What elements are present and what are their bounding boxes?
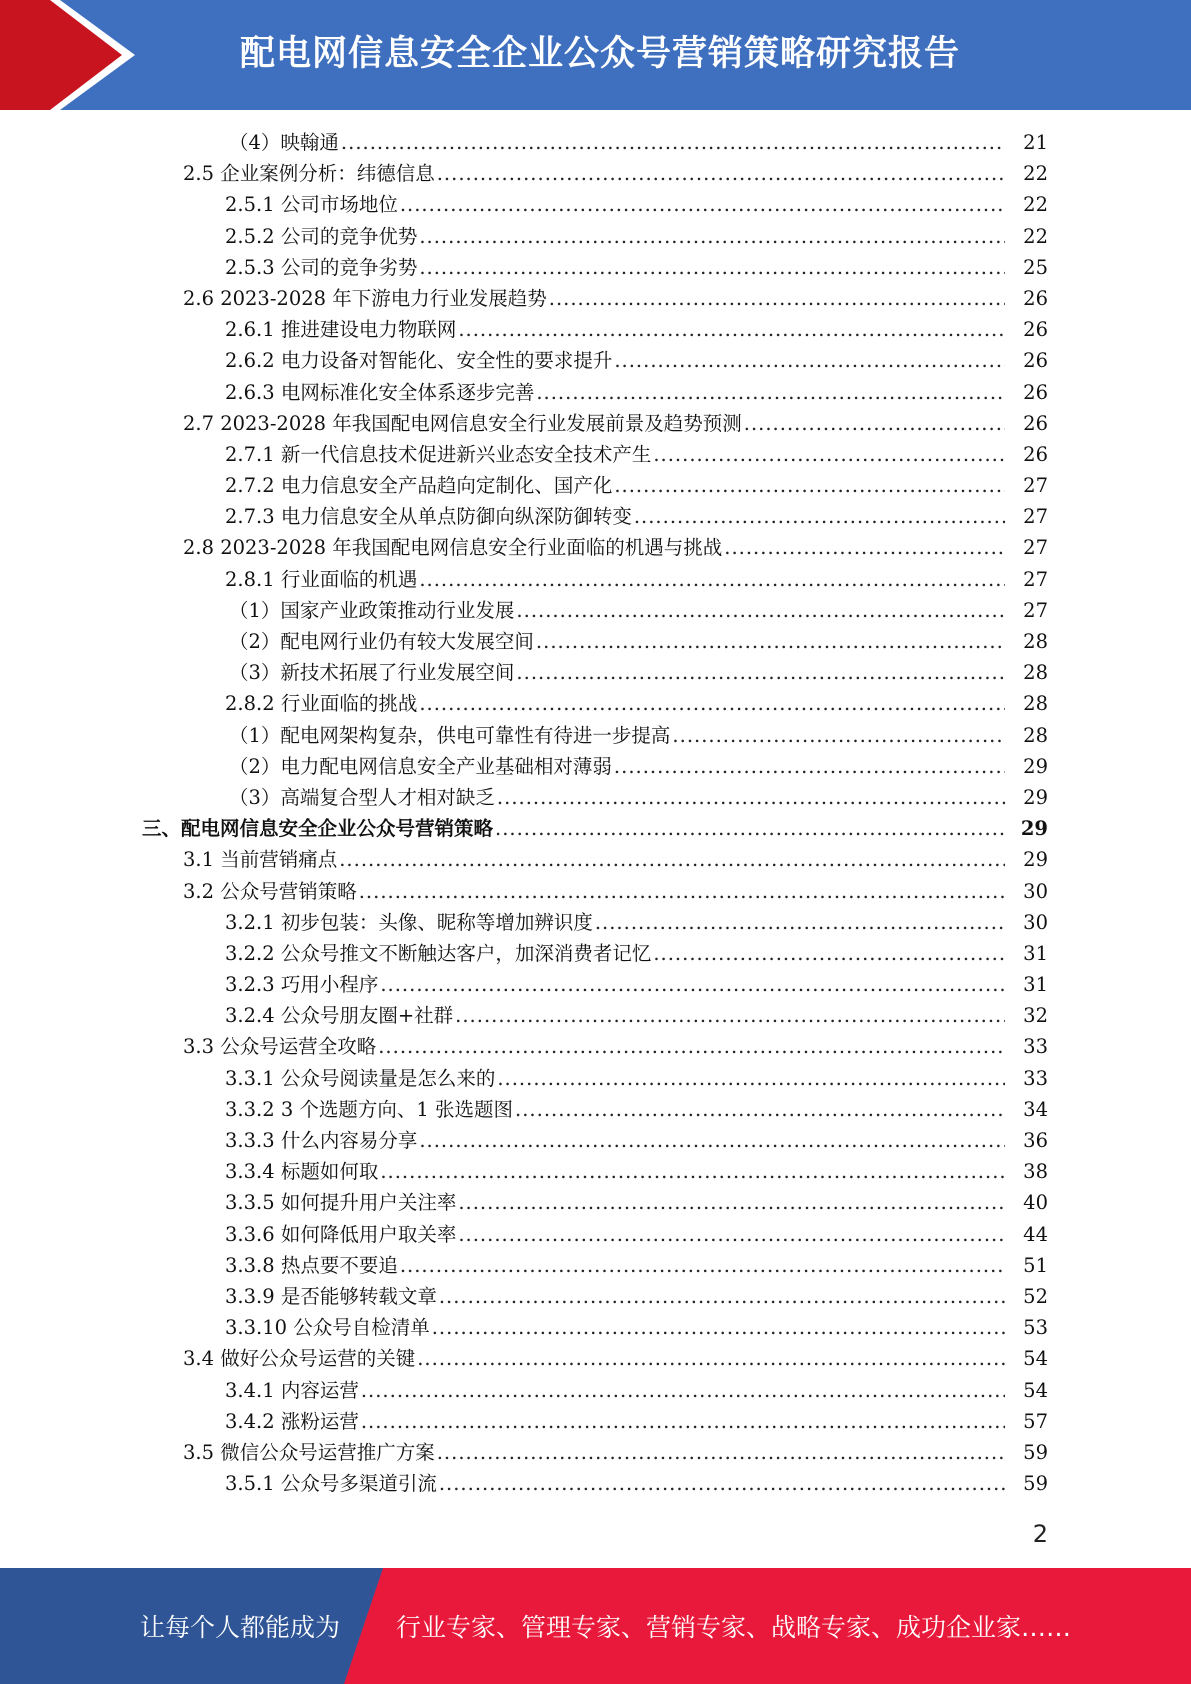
toc-entry[interactable] [0, 969, 1191, 1000]
toc-entry[interactable] [0, 1187, 1191, 1218]
toc-leader-dots [458, 1187, 1005, 1218]
toc-entry-title: 2.7 2023-2028 年我国配电网信息安全行业发展前景及趋势预测 [183, 411, 742, 435]
toc-entry-title: 3.4.1 内容运营 [225, 1378, 359, 1402]
toc-leader-dots [497, 1063, 1005, 1094]
toc-entry-title: 3.3.6 如何降低用户取关率 [225, 1222, 457, 1246]
toc-leader-dots [495, 813, 1005, 844]
toc-entry-title: 3.3.5 如何提升用户关注率 [225, 1191, 457, 1215]
toc-leader-dots [361, 1406, 1005, 1437]
toc-leader-dots [515, 1094, 1005, 1125]
toc-leader-dots [400, 1250, 1005, 1281]
toc-entry-title: 3.2 公众号营销策略 [183, 879, 357, 903]
toc-leader-dots [400, 189, 1005, 220]
toc-entry-title: 2.8.2 行业面临的挑战 [225, 692, 418, 716]
toc-entry[interactable] [0, 127, 1191, 158]
toc-entry-page: 21 [1023, 131, 1048, 154]
toc-leader-dots [653, 439, 1005, 470]
toc-leader-dots [419, 221, 1005, 252]
toc-entry-title: 3.2.2 公众号推文不断触达客户，加深消费者记忆 [225, 941, 652, 965]
toc-entry-page: 29 [1020, 817, 1048, 841]
toc-leader-dots [378, 1031, 1005, 1062]
toc-leader-dots [339, 844, 1005, 875]
toc-entry-page: 57 [1023, 1409, 1048, 1433]
toc-entry[interactable] [0, 751, 1191, 782]
toc-entry-title: 2.6.2 电力设备对智能化、安全性的要求提升 [225, 349, 613, 373]
toc-leader-dots [341, 127, 1005, 158]
toc-entry-title: （3）新技术拓展了行业发展空间 [229, 661, 515, 685]
toc-entry[interactable] [0, 1000, 1191, 1031]
toc-entry-page: 33 [1023, 1035, 1048, 1059]
toc-leader-dots [432, 1312, 1005, 1343]
toc-entry-title: 3.3 公众号运营全攻略 [183, 1035, 377, 1059]
toc-entry[interactable] [0, 314, 1191, 345]
toc-entry[interactable] [0, 377, 1191, 408]
toc-leader-dots [614, 345, 1005, 376]
toc-leader-dots [536, 626, 1005, 657]
toc-leader-dots [437, 1437, 1005, 1468]
toc-entry-page: 33 [1023, 1066, 1048, 1090]
toc-entry[interactable] [0, 1250, 1191, 1281]
toc-entry-page: 31 [1023, 941, 1048, 965]
toc-entry[interactable] [0, 907, 1191, 938]
toc-entry-title: （4）映翰通 [229, 131, 339, 154]
toc-entry-page: 52 [1023, 1284, 1048, 1308]
toc-leader-dots [614, 751, 1005, 782]
toc-entry-title: 3.2.1 初步包装：头像、昵称等增加辨识度 [225, 910, 593, 934]
toc-entry[interactable] [0, 813, 1191, 844]
toc-entry-page: 29 [1023, 848, 1048, 872]
toc-entry-title: 2.5 企业案例分析：纬德信息 [183, 162, 435, 186]
toc-entry[interactable] [0, 1125, 1191, 1156]
toc-entry-title: 3.4 做好公众号运营的关键 [183, 1347, 416, 1371]
toc-entry-page: 51 [1023, 1253, 1048, 1277]
toc-entry-page: 27 [1023, 505, 1048, 529]
toc-entry-page: 29 [1023, 785, 1048, 809]
toc-entry-title: 3.5.1 公众号多渠道引流 [225, 1472, 437, 1496]
toc-leader-dots [458, 1219, 1005, 1250]
toc-entry-page: 59 [1023, 1472, 1048, 1496]
toc-entry[interactable] [0, 1375, 1191, 1406]
footer-banner [0, 1568, 1191, 1684]
toc-entry[interactable] [0, 1312, 1191, 1343]
toc-entry-page: 32 [1023, 1004, 1048, 1028]
toc-entry-title: 2.7.1 新一代信息技术促进新兴业态安全技术产生 [225, 442, 652, 466]
toc-entry-title: 3.3.2 3 个选题方向、1 张选题图 [225, 1097, 514, 1121]
toc-entry-page: 26 [1023, 349, 1048, 373]
page-number: 2 [1032, 1520, 1048, 1548]
toc-leader-dots [439, 1281, 1005, 1312]
toc-entry-page: 31 [1023, 973, 1048, 997]
toc-entry[interactable] [0, 688, 1191, 719]
toc-entry-title: 3.4.2 涨粉运营 [225, 1409, 359, 1433]
toc-entry-page: 26 [1023, 442, 1048, 466]
toc-entry-title: 2.7.2 电力信息安全产品趋向定制化、国产化 [225, 474, 613, 498]
toc-entry-page: 54 [1023, 1347, 1048, 1371]
page-title: 配电网信息安全企业公众号营销策略研究报告 [240, 34, 961, 74]
toc-entry[interactable] [0, 938, 1191, 969]
toc-entry[interactable] [0, 1343, 1191, 1374]
toc-leader-dots [595, 907, 1005, 938]
toc-leader-dots [549, 283, 1005, 314]
toc-entry[interactable] [0, 1406, 1191, 1437]
toc-entry[interactable] [0, 595, 1191, 626]
toc-entry-page: 53 [1023, 1316, 1048, 1340]
toc-entry-page: 25 [1023, 255, 1048, 279]
toc-entry-title: 3.3.1 公众号阅读量是怎么来的 [225, 1066, 496, 1090]
toc-entry-title: 3.3.3 什么内容易分享 [225, 1129, 418, 1152]
toc-entry[interactable] [0, 844, 1191, 875]
toc-entry-page: 26 [1023, 318, 1048, 342]
toc-leader-dots [380, 969, 1005, 1000]
toc-entry[interactable] [0, 564, 1191, 595]
toc-leader-dots [614, 470, 1005, 501]
toc-entry-title: 3.3.4 标题如何取 [225, 1160, 379, 1184]
toc-entry-title: 2.6.3 电网标准化安全体系逐步完善 [225, 380, 535, 404]
toc-entry[interactable] [0, 408, 1191, 439]
toc-entry-title: 3.2.3 巧用小程序 [225, 973, 379, 997]
toc-leader-dots [359, 876, 1005, 907]
toc-entry-title: （1）配电网架构复杂，供电可靠性有待进一步提高 [229, 723, 671, 747]
toc-entry-page: 28 [1023, 692, 1048, 716]
toc-entry-page: 26 [1023, 411, 1048, 435]
toc-entry-title: （2）配电网行业仍有较大发展空间 [229, 630, 534, 653]
toc-entry-page: 27 [1023, 474, 1048, 498]
toc-entry[interactable] [0, 1156, 1191, 1187]
toc-entry[interactable] [0, 720, 1191, 751]
toc-entry-page: 59 [1023, 1440, 1048, 1464]
toc-leader-dots [419, 688, 1005, 719]
toc-leader-dots [536, 377, 1005, 408]
toc-entry-page: 34 [1023, 1097, 1048, 1121]
toc-entry-title: （1）国家产业政策推动行业发展 [229, 598, 515, 622]
toc-entry-page: 28 [1023, 661, 1048, 685]
toc-entry-title: 3.3.9 是否能够转载文章 [225, 1284, 437, 1308]
toc-entry-title: 3.1 当前营销痛点 [183, 848, 338, 872]
toc-entry-page: 30 [1023, 879, 1048, 903]
toc-entry-page: 22 [1023, 162, 1048, 186]
toc-entry-title: 2.5.3 公司的竞争劣势 [225, 255, 418, 279]
toc-entry-page: 38 [1023, 1160, 1048, 1184]
toc-entry-page: 26 [1023, 286, 1048, 310]
toc-leader-dots [380, 1156, 1005, 1187]
toc-entry[interactable] [0, 252, 1191, 283]
toc-leader-dots [516, 657, 1005, 688]
toc-entry-page: 28 [1023, 630, 1048, 653]
toc-entry[interactable] [0, 158, 1191, 189]
toc-entry[interactable] [0, 1219, 1191, 1250]
toc-leader-dots [417, 1343, 1005, 1374]
table-of-contents [0, 127, 1191, 1499]
toc-entry[interactable] [0, 501, 1191, 532]
toc-entry[interactable] [0, 657, 1191, 688]
toc-entry[interactable] [0, 283, 1191, 314]
toc-entry-title: 3.5 微信公众号运营推广方案 [183, 1440, 435, 1464]
toc-leader-dots [497, 782, 1005, 813]
toc-entry-page: 54 [1023, 1378, 1048, 1402]
footer-slogan-right: 行业专家、管理专家、营销专家、战略专家、成功企业家…… [396, 1613, 1072, 1642]
toc-entry[interactable] [0, 876, 1191, 907]
toc-entry-title: 3.3.10 公众号自检清单 [225, 1316, 430, 1340]
toc-entry-title: 2.7.3 电力信息安全从单点防御向纵深防御转变 [225, 505, 632, 529]
toc-entry-title: 2.8 2023-2028 年我国配电网信息安全行业面临的机遇与挑战 [183, 536, 723, 560]
toc-entry-title: 三、配电网信息安全企业公众号营销策略 [142, 817, 494, 841]
toc-entry[interactable] [0, 626, 1191, 657]
toc-entry[interactable] [0, 1094, 1191, 1125]
toc-entry[interactable] [0, 782, 1191, 813]
toc-entry-page: 40 [1023, 1191, 1048, 1215]
toc-entry-title: 2.6.1 推进建设电力物联网 [225, 318, 457, 342]
toc-entry-page: 27 [1023, 567, 1048, 591]
toc-entry-title: 2.5.1 公司市场地位 [225, 193, 398, 217]
header-bar [0, 0, 1191, 110]
toc-leader-dots [419, 252, 1005, 283]
toc-leader-dots [361, 1375, 1005, 1406]
toc-entry[interactable] [0, 345, 1191, 376]
toc-leader-dots [439, 1468, 1005, 1499]
toc-entry-page: 29 [1023, 754, 1048, 778]
toc-entry[interactable] [0, 1281, 1191, 1312]
toc-leader-dots [419, 564, 1005, 595]
toc-entry[interactable] [0, 439, 1191, 470]
toc-entry[interactable] [0, 1031, 1191, 1062]
toc-entry-page: 30 [1023, 910, 1048, 934]
toc-entry-page: 28 [1023, 723, 1048, 747]
toc-entry[interactable] [0, 1063, 1191, 1094]
footer-slogan-left: 让每个人都能成为 [140, 1613, 341, 1642]
toc-entry-page: 27 [1023, 536, 1048, 560]
toc-entry-page: 22 [1023, 193, 1048, 217]
toc-leader-dots [455, 1000, 1005, 1031]
toc-entry-title: （3）高端复合型人才相对缺乏 [229, 785, 495, 809]
toc-entry-title: 2.8.1 行业面临的机遇 [225, 567, 418, 591]
toc-leader-dots [437, 158, 1005, 189]
toc-entry-title: 3.2.4 公众号朋友圈+社群 [225, 1004, 454, 1028]
toc-entry-page: 44 [1023, 1222, 1048, 1246]
toc-entry[interactable] [0, 1468, 1191, 1499]
toc-entry[interactable] [0, 189, 1191, 220]
toc-entry-title: 2.5.2 公司的竞争优势 [225, 224, 418, 248]
toc-entry[interactable] [0, 532, 1191, 563]
toc-entry-page: 22 [1023, 224, 1048, 248]
toc-leader-dots [516, 595, 1005, 626]
toc-leader-dots [419, 1125, 1005, 1156]
toc-leader-dots [653, 938, 1005, 969]
toc-leader-dots [458, 314, 1005, 345]
toc-leader-dots [744, 408, 1005, 439]
toc-entry-title: （2）电力配电网信息安全产业基础相对薄弱 [229, 754, 612, 778]
toc-entry-page: 26 [1023, 380, 1048, 404]
toc-entry-page: 36 [1023, 1129, 1048, 1152]
toc-entry-title: 2.6 2023-2028 年下游电力行业发展趋势 [183, 286, 547, 310]
toc-entry[interactable] [0, 1437, 1191, 1468]
toc-leader-dots [672, 720, 1005, 751]
toc-entry-page: 27 [1023, 598, 1048, 622]
toc-entry[interactable] [0, 221, 1191, 252]
toc-leader-dots [724, 532, 1005, 563]
toc-leader-dots [634, 501, 1005, 532]
toc-entry-title: 3.3.8 热点要不要追 [225, 1253, 398, 1277]
toc-entry[interactable] [0, 470, 1191, 501]
header-arrow-icon [0, 0, 160, 110]
